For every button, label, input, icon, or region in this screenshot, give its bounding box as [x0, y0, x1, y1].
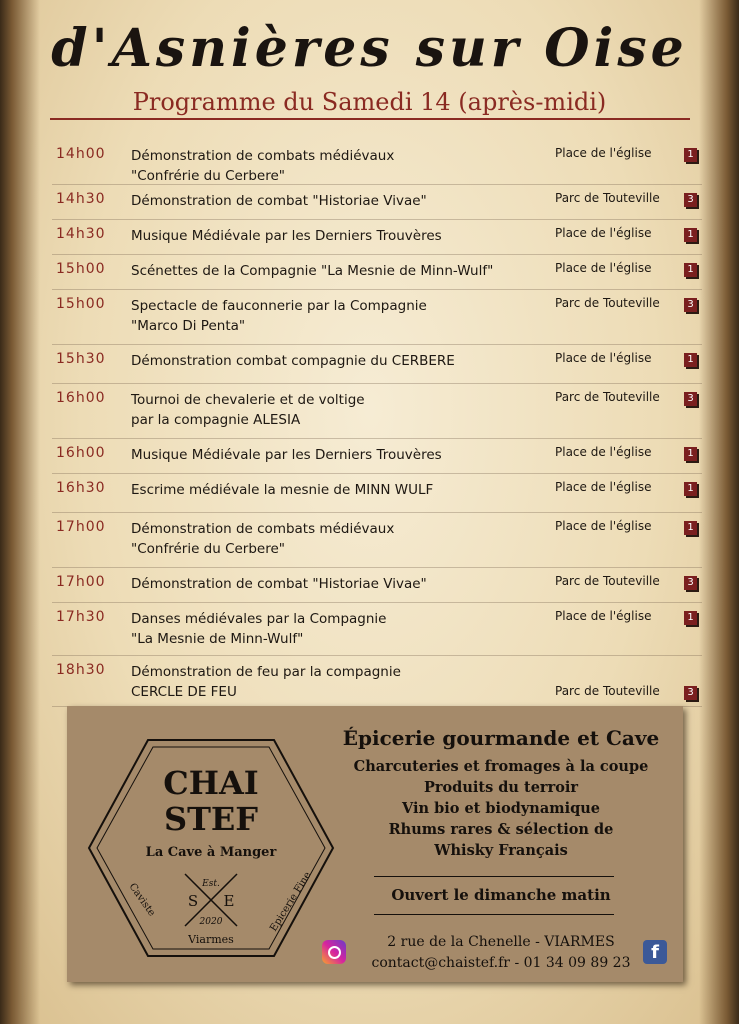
- title-divider: [50, 118, 690, 120]
- logo-est: Est.: [202, 879, 220, 889]
- logo-initial-left: S: [187, 892, 199, 910]
- location-number-badge: 1: [684, 447, 697, 461]
- schedule-row: [52, 384, 702, 439]
- event-description: [131, 574, 427, 594]
- schedule-row: [52, 513, 702, 568]
- schedule-row: [52, 290, 702, 345]
- logo-tagline: La Cave à Manger: [145, 845, 277, 860]
- event-title: Musique Médiévale par les Derniers Trouvères: [131, 228, 442, 244]
- schedule-row: [52, 439, 702, 474]
- event-subtitle: "Marco Di Penta": [131, 318, 246, 334]
- event-title: Spectacle de fauconnerie par la Compagnie: [131, 298, 427, 314]
- event-location: Parc de Touteville: [555, 191, 660, 205]
- opening-hours: Ouvert le dimanche matin: [391, 886, 611, 904]
- event-location: Place de l'église: [555, 351, 652, 365]
- event-time: 17h30: [56, 609, 106, 625]
- event-time: 16h00: [56, 390, 106, 406]
- event-title: Musique Médiévale par les Derniers Trouvères: [131, 447, 442, 463]
- location-number-badge: 1: [684, 353, 697, 367]
- chai-stef-advert: [67, 706, 683, 982]
- event-subtitle: "La Mesnie de Minn-Wulf": [131, 631, 304, 647]
- event-description: [131, 146, 394, 186]
- event-description: [131, 351, 455, 371]
- event-title: Démonstration de combats médiévaux: [131, 521, 395, 537]
- event-location: Place de l'église: [555, 261, 652, 275]
- event-description: [131, 390, 365, 430]
- paper-edge-right: [699, 0, 739, 1024]
- event-title: Démonstration combat compagnie du CERBERE: [131, 353, 455, 369]
- location-number-badge: 3: [684, 193, 697, 207]
- ad-line: Rhums rares & sélection de: [388, 821, 614, 838]
- location-number-badge: 1: [684, 228, 697, 242]
- facebook-icon[interactable]: f: [643, 940, 667, 964]
- logo-left-arc: Caviste: [126, 881, 158, 919]
- event-time: 15h30: [56, 351, 106, 367]
- event-time: 17h00: [56, 574, 106, 590]
- paper-edge-left: [0, 0, 40, 1024]
- event-time: 14h00: [56, 146, 106, 162]
- location-number-badge: 1: [684, 611, 697, 625]
- schedule-row: [52, 603, 702, 656]
- event-location: Parc de Touteville: [555, 296, 660, 310]
- logo-initial-right: E: [223, 892, 235, 910]
- location-number-badge: 3: [684, 686, 697, 700]
- event-title: Démonstration de combats médiévaux: [131, 148, 395, 164]
- schedule-row: [52, 656, 702, 707]
- event-description: [131, 662, 401, 702]
- poster-title: d'Asnières sur Oise: [51, 18, 688, 79]
- schedule-row: [52, 568, 702, 603]
- event-location: Parc de Touteville: [555, 390, 660, 404]
- chai-stef-logo: [85, 736, 337, 960]
- event-description: [131, 226, 442, 246]
- schedule-row: [52, 474, 702, 513]
- ad-line: Vin bio et biodynamique: [401, 800, 600, 817]
- event-title: Démonstration de combat "Historiae Vivae": [131, 576, 427, 592]
- ad-divider-top: [374, 876, 614, 877]
- event-subtitle: CERCLE DE FEU: [131, 684, 237, 700]
- logo-town: Viarmes: [188, 933, 234, 946]
- event-title: Scénettes de la Compagnie "La Mesnie de Minn-Wulf": [131, 263, 494, 279]
- location-number-badge: 3: [684, 576, 697, 590]
- schedule-row: [52, 255, 702, 290]
- event-time: 16h30: [56, 480, 106, 496]
- shop-address: 2 rue de la Chenelle - VIARMES: [387, 934, 615, 950]
- event-location: Place de l'église: [555, 226, 652, 240]
- event-location: Place de l'église: [555, 480, 652, 494]
- shop-contact[interactable]: contact@chaistef.fr - 01 34 09 89 23: [371, 955, 631, 971]
- event-description: [131, 191, 427, 211]
- event-description: [131, 609, 386, 649]
- ad-line: Whisky Français: [434, 842, 568, 859]
- location-number-badge: 1: [684, 521, 697, 535]
- event-title: Danses médiévales par la Compagnie: [131, 611, 387, 627]
- event-time: 18h30: [56, 662, 106, 678]
- event-subtitle: "Confrérie du Cerbere": [131, 168, 286, 184]
- ad-line: Produits du terroir: [423, 779, 579, 796]
- event-title: Tournoi de chevalerie et de voltige: [131, 392, 365, 408]
- event-description: [131, 296, 427, 336]
- location-number-badge: 1: [684, 148, 697, 162]
- event-location: Place de l'église: [555, 146, 652, 160]
- instagram-icon[interactable]: [322, 940, 346, 964]
- location-number-badge: 3: [684, 392, 697, 406]
- ad-divider-bottom: [374, 914, 614, 915]
- location-number-badge: 3: [684, 298, 697, 312]
- logo-name-line1: CHAI: [163, 764, 259, 802]
- event-description: [131, 480, 433, 500]
- event-time: 14h30: [56, 191, 106, 207]
- logo-year: 2020: [199, 917, 223, 927]
- logo-name-line2: STEF: [163, 800, 259, 838]
- event-location: Place de l'église: [555, 609, 652, 623]
- ad-heading: Épicerie gourmande et Cave: [342, 726, 660, 750]
- event-subtitle: "Confrérie du Cerbere": [131, 541, 286, 557]
- location-number-badge: 1: [684, 482, 697, 496]
- event-time: 17h00: [56, 519, 106, 535]
- event-location: Place de l'église: [555, 519, 652, 533]
- event-subtitle: par la compagnie ALESIA: [131, 412, 301, 428]
- event-title: Démonstration de feu par la compagnie: [131, 664, 401, 680]
- event-title: Démonstration de combat "Historiae Vivae": [131, 193, 427, 209]
- event-title: Escrime médiévale la mesnie de MINN WULF: [131, 482, 434, 498]
- event-location: Parc de Touteville: [555, 684, 660, 698]
- event-time: 16h00: [56, 445, 106, 461]
- schedule-row: [52, 185, 702, 220]
- schedule-row: [52, 345, 702, 384]
- event-location: Place de l'église: [555, 445, 652, 459]
- location-number-badge: 1: [684, 263, 697, 277]
- ad-line: Charcuteries et fromages à la coupe: [353, 758, 649, 775]
- event-time: 15h00: [56, 261, 106, 277]
- event-time: 14h30: [56, 226, 106, 242]
- schedule-list: [52, 140, 702, 707]
- schedule-row: [52, 140, 702, 185]
- event-location: Parc de Touteville: [555, 574, 660, 588]
- event-time: 15h00: [56, 296, 106, 312]
- program-subtitle: Programme du Samedi 14 (après-midi): [132, 88, 607, 116]
- schedule-row: [52, 220, 702, 255]
- event-description: [131, 445, 442, 465]
- logo-right-arc: Epicerie Fine: [268, 870, 314, 934]
- event-description: [131, 261, 493, 281]
- event-description: [131, 519, 394, 559]
